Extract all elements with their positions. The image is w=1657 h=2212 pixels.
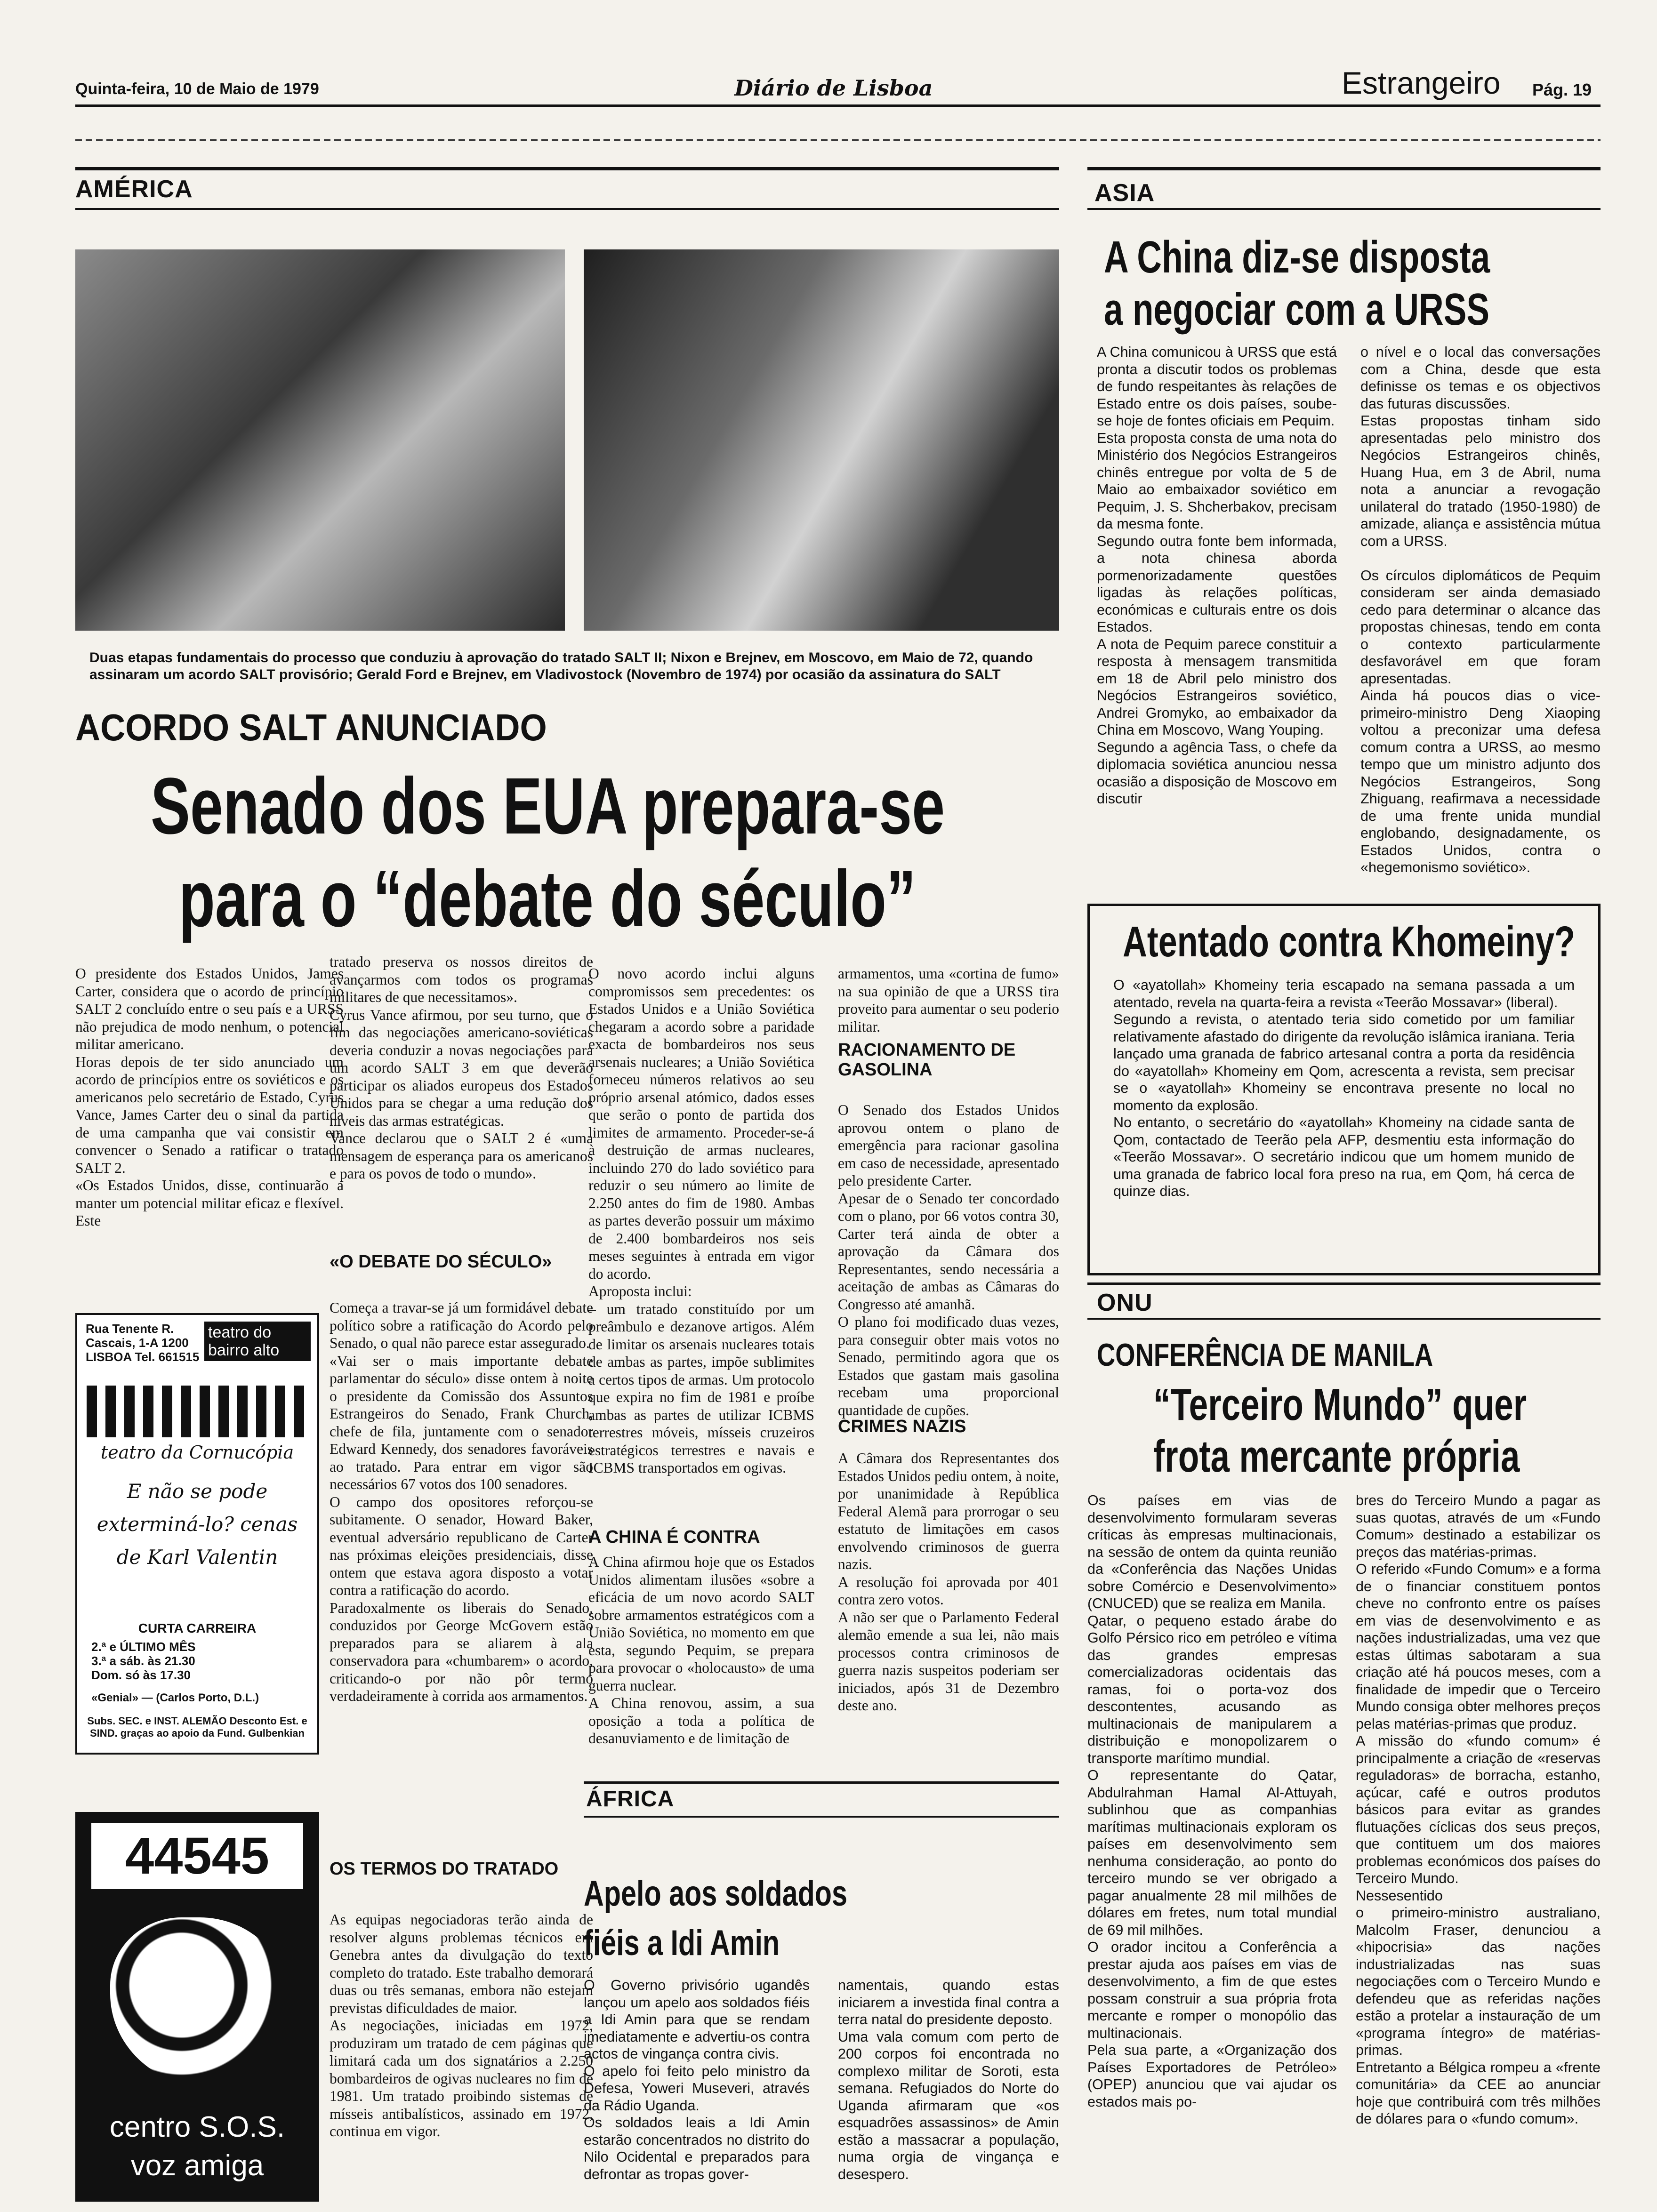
- manila-column-1: Os países em vias de desenvolvimento formularam severas críticas às empresas multinacionais, na sessão de ontem da quinta reunião da «Conferência das Nações Unidas sobre Comércio e Desenvolvimento» (CNUCED) que se realiza em Manila. Qatar, o pequeno estado árabe do Golfo Pérsico rico em petróleo e vítima das grandes empresas comercializadoras ocidentais das ramas, foi o porta-voz dos descontentes, acusando as multinacionais de manipularem a distribuição e monopolizarem o transporte marítimo mundial. O representante do Qatar, Abdulrahman Hamal Al-Attuyah, sublinhou que as companhias marítimas multinacionais exploram os países em desenvolvimento sem nenhuma consideração, ao ponto do terceiro mundo se ver obrigado a pagar anualmente 28 mil milhões de dólares em fretes, num total mundial de 69 mil milhões. O orador incitou a Conferência a prestar ajuda aos países em vias de desenvolvimento, a fim de que estes possam construir a sua própria frota mercante e romper o monopólio das multinacionais. Pela sua parte, a «Organização dos Países Exportadores de Petróleo» (OPEP) anunciou que vai ajudar os estados mais po-: [1087, 1492, 1337, 2110]
- salt-column-3a: O novo acordo inclui alguns compromissos sem precedentes: os Estados Unidos e a União Soviética chegaram a acordo sobre a paridade exacta de bombardeiros nos seus arsenais nucleares; a União Soviética forneceu números relativos ao seu próprio arsenal atómico, dados esses que serão o ponto de partida dos limites de armamento. Proceder-se-á à destruição de armas nucleares, incluindo 270 do lado soviético para reduzir o seu número ao limite de 2.250 antes do fim de 1980. Ambas as partes deverão possuir um máximo de 2.400 bombardeiros nos seis meses seguintes à entrada em vigor do acordo. Aproposta inclui: – um tratado constituído por um preâmbulo e dezanove artigos. Além de limitar os arsenais nucleares totais de ambas as partes, impõe sublimites a certos tipos de armas. Um protocolo que expira no fim de 1981 e proíbe ambas as partes de utilizar ICBMS terrestres móveis, mísseis cruzeiros estratégicos terrestres e navais e ICBMS transportados em ogivas.: [588, 965, 814, 1476]
- newspaper-name: Diário de Lisboa: [734, 75, 933, 101]
- salt-column-4a: armamentos, uma «cortina de fumo» na sua opinião de que a URSS tira proveito para aumentar o seu poderio militar.: [838, 965, 1059, 1035]
- amin-headline-line2: fiéis a Idi Amin: [584, 1923, 780, 1963]
- theatre-sponsor: Subs. SEC. e INST. ALEMÃO Desconto Est. e SIND. graças ao apoio da Fund. Gulbenkian: [87, 1715, 307, 1739]
- theatre-review: «Genial» — (Carlos Porto, D.L.): [91, 1691, 259, 1704]
- salt-column-2a: tratado preserva os nossos direitos de avançarmos com todos os programas militares de que necessitamos». Cyrus Vance afirmou, por seu turno, que o fim das negociações americano-soviéticas deveria conduzir a novas negociações para um acordo SALT 3 em que deverão participar os aliados europeus dos Estados Unidos para se chegar a uma redução dos níveis das armas estratégicas. Vance declarou que o SALT 2 é «uma mensagem de esperança para os americanos e para os povos de todo o mundo».: [330, 954, 593, 1182]
- asia-label-rule: [1087, 208, 1601, 210]
- theatre-season: CURTA CARREIRA: [138, 1621, 257, 1635]
- masthead-dotted-rule: [75, 139, 1601, 141]
- china-column-2: o nível e o local das conversações com a China, desde que esta definisse os temas e os objectivos das futuras discussões. Estas propostas tinham sido apresentadas pelo ministro dos Negócios Estrangeiros chinês, Huang Hua, em 3 de Abril, numa nota a anunciar a revogação unilateral do tratado (1950-1980) de amizade, aliança e assistência mútua com a URSS. Os círculos diplomáticos de Pequim consideram ser ainda demasiado cedo para determinar o alcance das propostas chinesas, tendo em conta o contexto particularmente desfavorável em que foram apresentadas. Ainda há poucos dias o vice-primeiro-ministro Deng Xiaoping voltou a preconizar uma defesa comum contra a URSS, ao mesmo tempo que um ministro adjunto dos Negócios Estrangeiros, Song Zhiguang, reafirmava a necessidade de uma frente unida mundial englobando, designadamente, os Estados Unidos, contra o «hegemonismo soviético».: [1360, 344, 1601, 875]
- theatre-schedule: 2.ª e ÚLTIMO MÊS 3.ª a sáb. às 21.30 Dom. só às 17.30: [91, 1640, 196, 1682]
- theatre-logo: teatro do bairro alto: [204, 1322, 311, 1361]
- china-headline-line1: A China diz-se disposta: [1104, 232, 1490, 282]
- manila-column-2: bres do Terceiro Mundo a pagar as suas quotas, através de um «Fundo Comum» destinado a estabilizar os preços das matérias-primas. O referido «Fundo Comum» e a forma de o financiar constituem pontos cheve no confronto entre os países em vias de desenvolvimento e as nações industrializadas, uma vez que estas últimas sabotaram a sua criação até há poucos meses, com a finalidade de impedir que o Terceiro Mundo consiga obter melhores preços pelas matérias-primas que produz. A missão do «fundo comum» é principalmente a criação de «reservas reguladoras» de borracha, estanho, açúcar, café e outros produtos básicos para evitar as grandes flutuações cíclicas dos seus preços, que contituem um dos maiores problemas económicos dos países do Terceiro Mundo. Nessesentido o primeiro-ministro australiano, Malcolm Fraser, denunciou a «hipocrisia» das nações industrializadas nas suas negociações com o Terceiro Mundo e defendeu que as referidas nações estão a protelar a instauração de um «programa íntegro» de matérias-primas. Entretanto a Bélgica rompeu a «frente comunitária» da CEE ao anunciar hoje que contribuirá com três milhões de dólares para o «fundo comum».: [1356, 1492, 1601, 2127]
- section-name: Estrangeiro: [1342, 65, 1501, 100]
- photo-ford-brejnev: [584, 249, 1059, 631]
- theatre-address: Rua Tenente R. Cascais, 1-A 1200 LISBOA Tel. 661515: [86, 1322, 200, 1364]
- manila-headline-line1: “Terceiro Mundo” quer: [1153, 1379, 1527, 1430]
- telephone-hand-illustration: [110, 1917, 289, 2087]
- sos-centre-name: centro S.O.S.: [109, 2111, 285, 2143]
- theatre-play-title: E não se pode exterminá-lo? cenas de Karl Valentin: [97, 1480, 298, 1569]
- subhead-debate-do-seculo: «O DEBATE DO SÉCULO»: [330, 1252, 552, 1272]
- salt-column-3b: A China afirmou hoje que os Estados Unidos alimentam ilusões «sobre a eficácia de um novo acordo SALT sobre armamentos estratégicos com a União Soviética, no momento em que esta, segundo Pequim, se prepara para provocar o «holocausto» de uma guerra nuclear. A China renovou, assim, a sua oposição a toda a política de desanuviamento e de limitação de: [588, 1554, 814, 1747]
- page-number: Pág. 19: [1532, 80, 1592, 99]
- salt-column-1: O presidente dos Estados Unidos, James Carter, considera que o acordo de princípio SALT 2 concluído entre o seu país e a URSS não prejudica de modo nenhum, o potencial militar americano. Horas depois de ter sido anunciado um acordo de princípios entre os soviéticos e os americanos pelo secretário de Estado, Cyrus Vance, James Carter deu o sinal da partida de uma campanha que vai consistir em convencer o Senado a ratificar o tratado SALT 2. «Os Estados Unidos, disse, continuarão a manter um potencial militar eficaz e flexível. Este: [75, 965, 344, 1229]
- salt-column-2c: As equipas negociadoras terão ainda de resolver alguns problemas técnicos em Genebra antes da divulgação do texto completo do tratado. Este trabalho demorará duas ou três semanas, embora não estejam previstas dificuldades de maior. As negociações, iniciadas em 1972, produziram um tratado de cem páginas que limitará cada um dos signatários a 2.250 bombardeiros de ogivas nucleares no fim de 1981. Um tratado proibindo sistemas de mísseis antibalísticos, assinado em 1972, continua em vigor.: [330, 1911, 593, 2140]
- subhead-crimes-nazis: CRIMES NAZIS: [838, 1417, 966, 1436]
- america-top-rule: [75, 167, 1059, 170]
- china-headline-line2: a negociar com a URSS: [1104, 284, 1490, 335]
- issue-date: Quinta-feira, 10 de Maio de 1979: [75, 80, 319, 98]
- subhead-china-contra: A CHINA É CONTRA: [588, 1527, 760, 1547]
- khomeiny-headline: Atentado contra Khomeiny?: [1123, 918, 1575, 966]
- manila-headline-line2: frota mercante própria: [1153, 1431, 1520, 1482]
- photo-caption: Duas etapas fundamentais do processo que conduziu à aprovação do tratado SALT II; Nixon e Brejnev, em Moscovo, em Maio de 72, quando assinaram um acordo SALT provisório; Gerald Ford e Brejnev, em Vladivostock (Novembro de 1974) por ocasião da assinatura do SALT: [89, 650, 1033, 682]
- khomeiny-box: [1087, 904, 1601, 1275]
- america-section-label: AMÉRICA: [75, 176, 193, 203]
- theatre-troupe: teatro da Cornucópia: [100, 1442, 294, 1463]
- africa-section-label: ÁFRICA: [586, 1787, 675, 1811]
- sos-ad: [75, 1812, 319, 2202]
- africa-top-rule: [584, 1781, 1059, 1784]
- salt-headline-line2: para o “debate do século”: [179, 854, 916, 944]
- sos-phone-number: 44545: [91, 1823, 303, 1889]
- salt-headline-line1: Senado dos EUA prepara-se: [151, 761, 945, 851]
- theatre-performers-illustration: [87, 1386, 308, 1437]
- salt-kicker: ACORDO SALT ANUNCIADO: [75, 706, 547, 748]
- subhead-racionamento: RACIONAMENTO DE GASOLINA: [838, 1040, 1016, 1080]
- america-label-rule: [75, 208, 1059, 210]
- amin-column-2: namentais, quando estas iniciarem a investida final contra a terra natal do presidente deposto. Uma vala comum com perto de 200 corpos foi encontrada no complexo militar de Soroti, esta semana. Refugiados do Norte do Uganda afirmaram que «os esquadrões assassinos» de Amin estão a massacrar a população, numa orgia de vingança e desespero.: [838, 1977, 1059, 2182]
- salt-column-4b: O Senado dos Estados Unidos aprovou ontem o plano de emergência para racionar gasolina em caso de necessidade, apresentado pelo presidente Carter. Apesar de o Senado ter concordado com o plano, por 66 votos contra 30, Carter terá ainda de obter a aprovação da Câmara dos Representantes, sendo necessária a aceitação de ambas as Câmaras do Congresso até amanhã. O plano foi modificado duas vezes, para conseguir obter mais votos no Senado, permitindo agora que os Estados que gastam mais gasolina recebam uma proporcional quantidade de cupões.: [838, 1102, 1059, 1419]
- sos-voz-amiga: voz amiga: [130, 2149, 264, 2182]
- salt-column-4c: A Câmara dos Representantes dos Estados Unidos pediu ontem, à noite, por unanimidade à República Federal Alemã para prorrogar o seu estatuto de limitações em casos envolvendo criminosos de guerra nazis. A resolução foi aprovada por 401 contra zero votos. A não ser que o Parlamento Federal alemão emende a sua lei, não mais processos contra criminosos de guerra nazis suspeitos poderiam ser iniciados, após 31 de Dezembro deste ano.: [838, 1450, 1059, 1714]
- subhead-termos-tratado: OS TERMOS DO TRATADO: [330, 1859, 559, 1879]
- theatre-ad: [75, 1313, 319, 1755]
- asia-section-label: ASIA: [1094, 179, 1155, 207]
- china-column-1: A China comunicou à URSS que está pronta a discutir todos os problemas de fundo respeitantes às relações de Estado entre os dois países, soube-se hoje de fontes oficiais em Pequim. Esta proposta consta de uma nota do Ministério dos Negócios Estrangeiros chinês entregue por volta de 5 de Maio ao embaixador soviético em Pequim, J. S. Shcherbakov, precisam da mesma fonte. Segundo outra fonte bem informada, a nota chinesa aborda pormenorizadamente questões ligadas às relações políticas, económicas e culturais entre os dois Estados. A nota de Pequim parece constituir a resposta à mensagem transmitida em 18 de Abril pelo ministro dos Negócios Estrangeiros soviético, Andrei Gromyko, ao embaixador da China em Moscovo, Wang Youping. Segundo a agência Tass, o chefe da diplomacia soviética anunciou nessa ocasião a disposição de Moscovo em discutir: [1097, 344, 1337, 807]
- amin-column-1: O Governo privisório ugandês lançou um apelo aos soldados fiéis a Idi Amin para que se rendam imediatamente e advertiu-os contra actos de vingança contra civis. O apelo foi feito pelo ministro da Defesa, Yoweri Museveri, através da Rádio Uganda. Os soldados leais a Idi Amin estarão concentrados no distrito do Nilo Ocidental e preparados para defrontar as tropas gover-: [584, 1977, 810, 2182]
- masthead-rule: [75, 104, 1601, 107]
- salt-column-2b: Começa a travar-se já um formidável debate político sobre a ratificação do Acordo pelo Senado, o qual não parece estar assegurado. «Vai ser o mais importante debate parlamentar do século» disse ontem à noite o presidente da Comissão dos Assuntos Estrangeiros do Senado, Frank Church, chefe de fila, juntamente com o senador Edward Kennedy, dos senadores favoráveis ao tratado. Para entrar em vigor são necessários 67 votos dos 100 senadores. O campo dos opositores reforçou-se subitamente. O senador, Howard Baker, eventual adversário republicano de Carter nas próximas eleições presidenciais, disse ontem que estava agora disposto a votar contra a ratificação do acordo. Paradoxalmente os liberais do Senado, conduzidos por George McGovern estão preparados para se aliarem à ala conservadora para «chumbarem» o acordo, criticando-o por não pôr termo verdadeiramente à corrida aos armamentos.: [330, 1299, 593, 1704]
- onu-label-rule: [1087, 1318, 1601, 1320]
- amin-headline-line1: Apelo aos soldados: [584, 1874, 847, 1914]
- asia-top-rule: [1087, 167, 1601, 170]
- manila-kicker: CONFERÊNCIA DE MANILA: [1097, 1337, 1433, 1373]
- africa-label-rule: [584, 1816, 1059, 1818]
- khomeiny-body: O «ayatollah» Khomeiny teria escapado na semana passada a um atentado, revela na quarta-feira a revista «Teerão Mossavar» (liberal). Segundo a revista, o atentado teria sido cometido por um familiar relativamente afastado do dirigente da revolução islâmica iraniana. Teria lançado uma granada de fabrico artesanal contra a porta da residência do «ayatollah» Khomeiny em Qom, acrescenta a revista, sem precisar se o «ayatollah» Khomeiny se encontrava presente no local no momento da explosão. No entanto, o secretário do «ayatollah» Khomeiny na cidade santa de Qom, contactado de Teerão pela AFP, desmentiu esta informação do «Teerão Mossavar». O secretário indicou que um homem munido de uma granada de fabrico local fora preso na rua, em Qom, há cerca de quinze dias.: [1113, 977, 1575, 1199]
- onu-section-label: ONU: [1097, 1289, 1153, 1316]
- onu-top-rule: [1087, 1282, 1601, 1285]
- photo-nixon-brejnev: [75, 249, 565, 631]
